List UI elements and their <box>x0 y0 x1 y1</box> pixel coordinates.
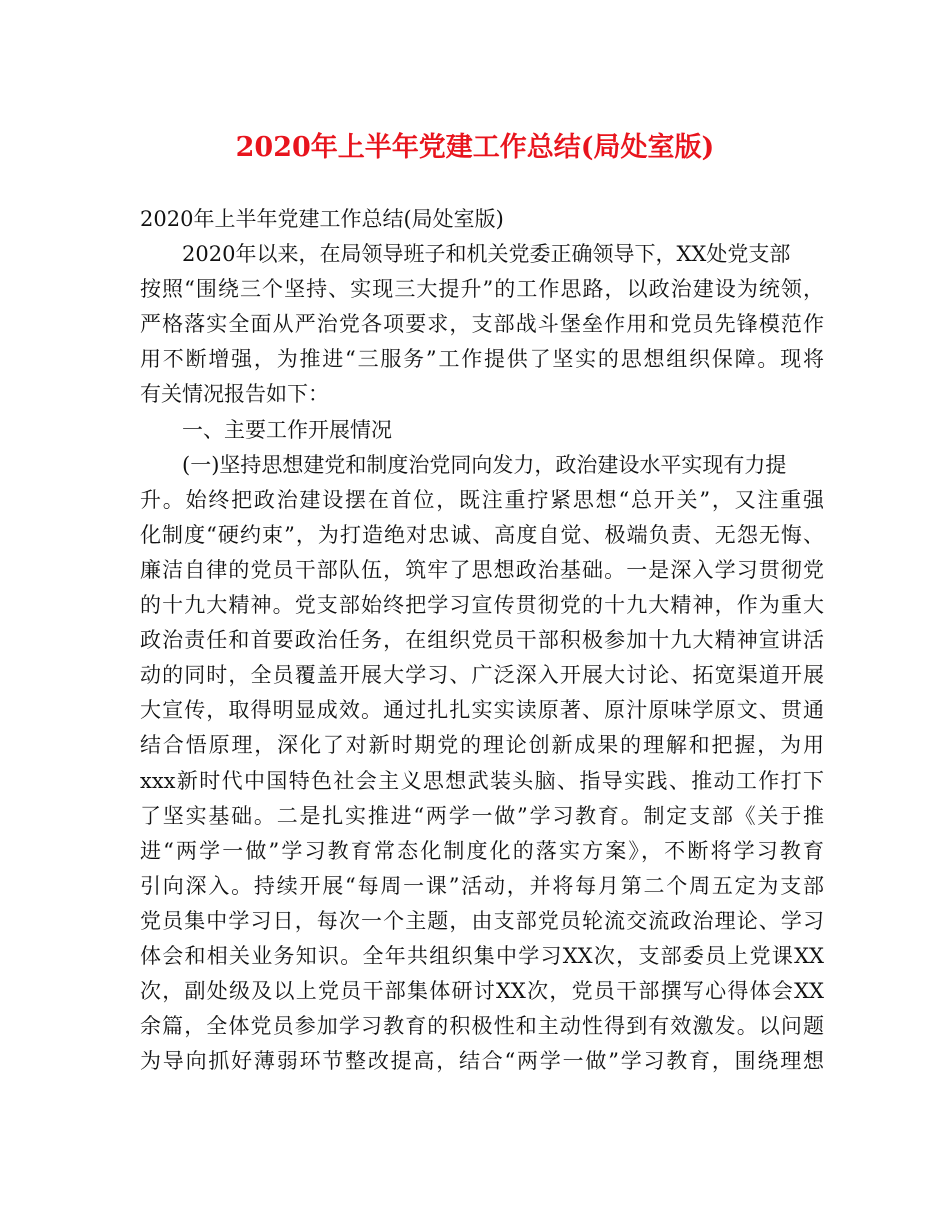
body-line: 2020年以来，在局领导班子和机关党委正确领导下，XX处党支部 <box>182 242 791 267</box>
body-line: 严格落实全面从严治党各项要求，支部战斗堡垒作用和党员先锋模范作 <box>140 312 824 337</box>
body-line: 进“两学一做”学习教育常态化制度化的落实方案》，不断将学习教育 <box>140 838 824 863</box>
body-line: 动的同时，全员覆盖开展大学习、广泛深入开展大讨论、拓宽渠道开展 <box>140 663 824 688</box>
body-line: 体会和相关业务知识。全年共组织集中学习XX次，支部委员上党课XX <box>140 943 824 968</box>
body-line: 次，副处级及以上党员干部集体研讨XX次，党员干部撰写心得体会XX <box>140 979 824 1004</box>
body-line: xxx新时代中国特色社会主义思想武装头脑、指导实践、推动工作打下 <box>140 768 824 793</box>
body-line: 为导向抓好薄弱环节整改提高，结合“两学一做”学习教育，围绕理想 <box>140 1049 824 1074</box>
body-line: 了坚实基础。二是扎实推进“两学一做”学习教育。制定支部《关于推 <box>140 803 824 828</box>
body-line: 的十九大精神。党支部始终把学习宣传贯彻党的十九大精神，作为重大 <box>140 593 824 618</box>
body-line: 余篇，全体党员参加学习教育的积极性和主动性得到有效激发。以问题 <box>140 1014 824 1039</box>
document-title: 2020年上半年党建工作总结(局处室版) <box>235 132 715 163</box>
body-line-subtitle: 2020年上半年党建工作总结(局处室版) <box>140 207 504 231</box>
body-line: 用不断增强，为推进“三服务”工作提供了坚实的思想组织保障。现将 <box>140 347 824 372</box>
body-line: 升。始终把政治建设摆在首位，既注重拧紧思想“总开关”，又注重强 <box>140 487 824 512</box>
body-line: 廉洁自律的党员干部队伍，筑牢了思想政治基础。一是深入学习贯彻党 <box>140 557 824 582</box>
body-line: 大宣传，取得明显成效。通过扎扎实实读原著、原汁原味学原文、贯通 <box>140 698 824 723</box>
body-line: 政治责任和首要政治任务，在组织党员干部积极参加十九大精神宣讲活 <box>140 628 824 653</box>
body-line: 结合悟原理，深化了对新时期党的理论创新成果的理解和把握，为用 <box>140 733 824 758</box>
body-line: 引向深入。持续开展“每周一课”活动，并将每月第二个周五定为支部 <box>140 873 824 898</box>
body-line: 化制度“硬约束”，为打造绝对忠诚、高度自觉、极端负责、无怨无悔、 <box>140 522 824 547</box>
body-line: 有关情况报告如下： <box>140 382 329 407</box>
body-line: 党员集中学习日，每次一个主题，由支部党员轮流交流政治理论、学习 <box>140 908 824 933</box>
body-line: (一)坚持思想建党和制度治党同向发力，政治建设水平实现有力提 <box>182 452 787 477</box>
document-body <box>140 202 824 1079</box>
body-line: 按照“围绕三个坚持、实现三大提升”的工作思路，以政治建设为统领， <box>140 277 824 302</box>
section-heading: 一、主要工作开展情况 <box>182 417 392 442</box>
